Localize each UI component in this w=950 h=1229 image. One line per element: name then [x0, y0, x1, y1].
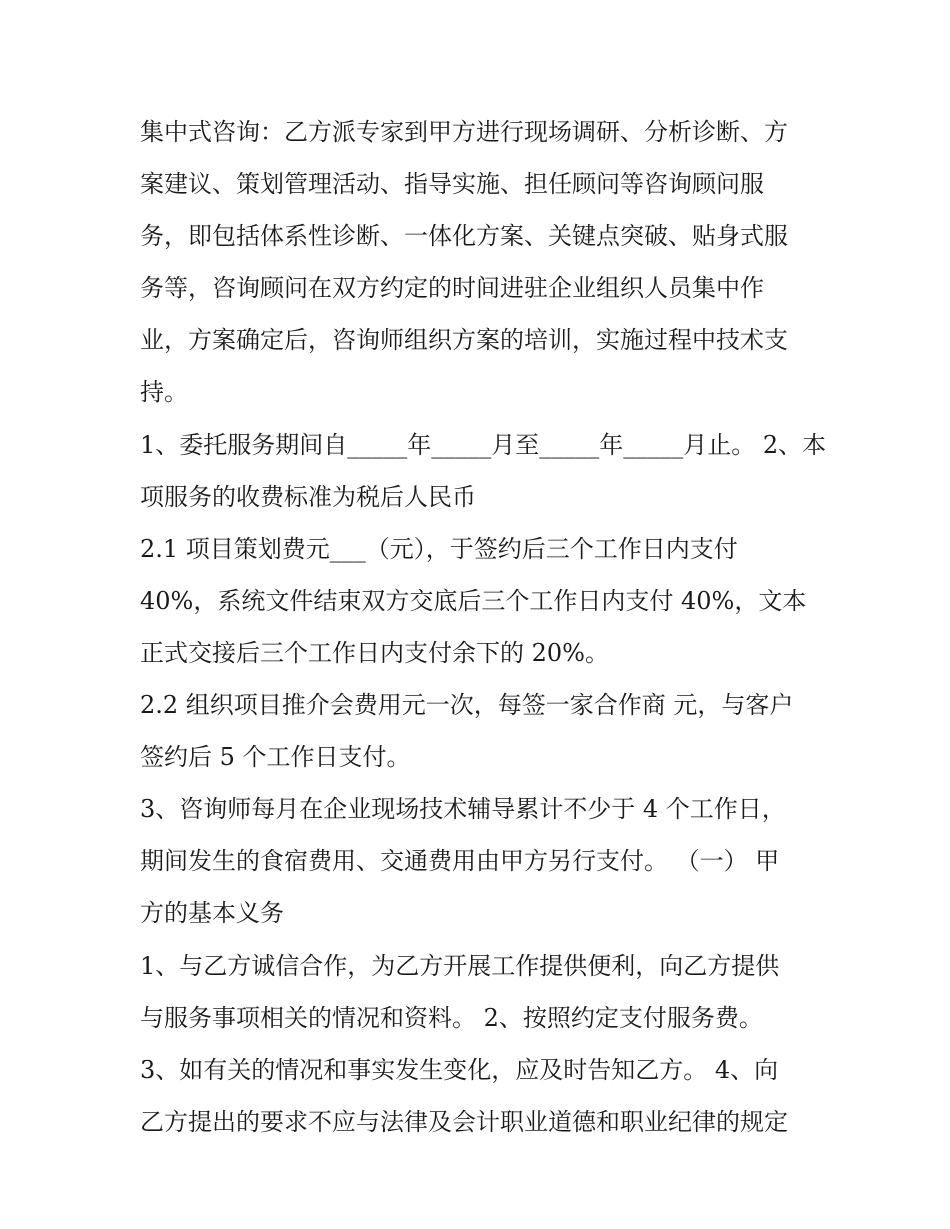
- text-line: 务等，咨询顾问在双方约定的时间进驻企业组织人员集中作: [140, 274, 764, 303]
- text-line: 40%，系统文件结束双方交底后三个工作日内支付 40%，文本: [140, 586, 807, 615]
- document-body: [140, 106, 830, 1148]
- text-line: 项服务的收费标准为税后人民币: [140, 482, 476, 511]
- text-line: 2.2 组织项目推介会费用元一次，每签一家合作商 元，与客户: [140, 691, 794, 720]
- text-line: 签约后 5 个工作日支付。: [140, 743, 411, 772]
- text-line: 集中式咨询：乙方派专家到甲方进行现场调研、分析诊断、方: [140, 118, 788, 146]
- text-line: 3、如有关的情况和事实发生变化，应及时告知乙方。 4、向: [140, 1055, 779, 1084]
- text-line: 2.1 项目策划费元___（元），于签约后三个工作日内支付: [140, 534, 738, 563]
- text-line: 与服务事项相关的情况和资料。 2、按照约定支付服务费。: [140, 1003, 763, 1032]
- text-line: 1、与乙方诚信合作，为乙方开展工作提供便利，向乙方提供: [140, 951, 780, 980]
- text-line: 正式交接后三个工作日内支付余下的 20%。: [140, 638, 609, 667]
- text-line: 期间发生的食宿费用、交通费用由甲方另行支付。 （一） 甲: [140, 847, 780, 876]
- text-line: 务，即包括体系性诊断、一体化方案、关键点突破、贴身式服: [140, 222, 788, 251]
- text-line: 持。: [140, 378, 188, 407]
- text-line: 案建议、策划管理活动、指导实施、担任顾问等咨询顾问服: [140, 170, 764, 199]
- text-line: 乙方提出的要求不应与法律及会计职业道德和职业纪律的规定: [140, 1107, 788, 1136]
- text-line: 3、咨询师每月在企业现场技术辅导累计不少于 4 个工作日，: [140, 795, 786, 824]
- text-line: 1、委托服务期间自_____年_____月至_____年_____月止。 2、本: [140, 430, 827, 459]
- text-line: 业，方案确定后，咨询师组织方案的培训，实施过程中技术支: [140, 326, 788, 355]
- text-line: 方的基本义务: [140, 899, 284, 928]
